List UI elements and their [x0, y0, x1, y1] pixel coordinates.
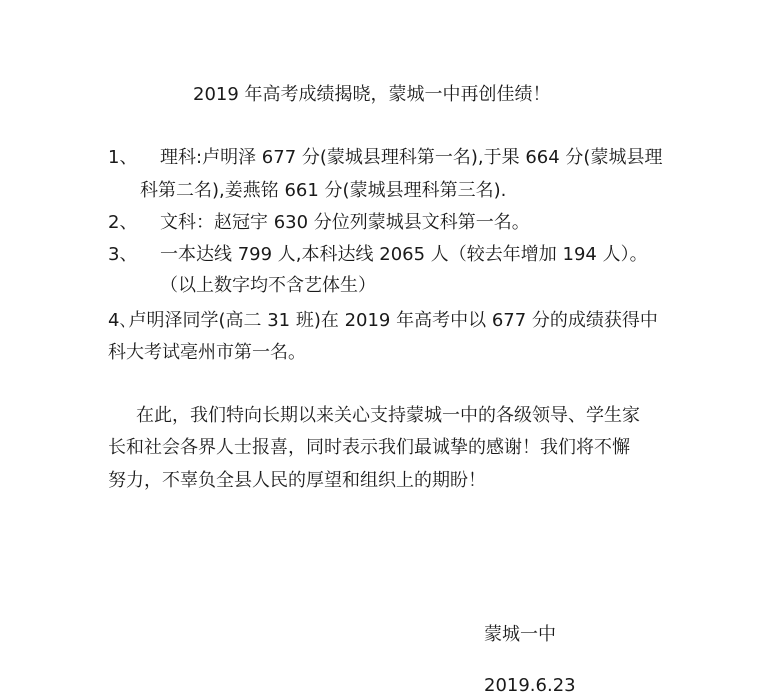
- item-4-line-2: 科大考试亳州市第一名。: [108, 342, 306, 363]
- signature-org: 蒙城一中: [484, 624, 556, 645]
- document-title: 2019 年高考成绩揭晓，蒙城一中再创佳绩！: [193, 84, 551, 105]
- item-1-line-1: 理科:卢明泽 677 分(蒙城县理科第一名),于果 664 分(蒙城县理: [160, 147, 663, 168]
- item-3-line-1: 一本达线 799 人,本科达线 2065 人（较去年增加 194 人）。: [160, 244, 648, 265]
- signature-date: 2019.6.23: [484, 675, 576, 696]
- paragraph-line-1: 在此，我们特向长期以来关心支持蒙城一中的各级领导、学生家: [136, 405, 640, 426]
- item-4-line-1: 4､卢明泽同学(高二 31 班)在 2019 年高考中以 677 分的成绩获得中: [108, 310, 658, 331]
- item-1-number: 1、: [108, 147, 138, 168]
- item-2-number: 2、: [108, 212, 138, 233]
- item-2-line-1: 文科：赵冠宇 630 分位列蒙城县文科第一名。: [160, 212, 530, 233]
- item-1-line-2: 科第二名),姜燕铭 661 分(蒙城县理科第三名).: [140, 180, 507, 201]
- paragraph-line-2: 长和社会各界人士报喜，同时表示我们最诚挚的感谢！我们将不懈: [108, 437, 630, 458]
- item-3-note: （以上数字均不含艺体生）: [160, 275, 376, 296]
- item-3-number: 3、: [108, 244, 138, 265]
- paragraph-line-3: 努力，不辜负全县人民的厚望和组织上的期盼！: [108, 470, 486, 491]
